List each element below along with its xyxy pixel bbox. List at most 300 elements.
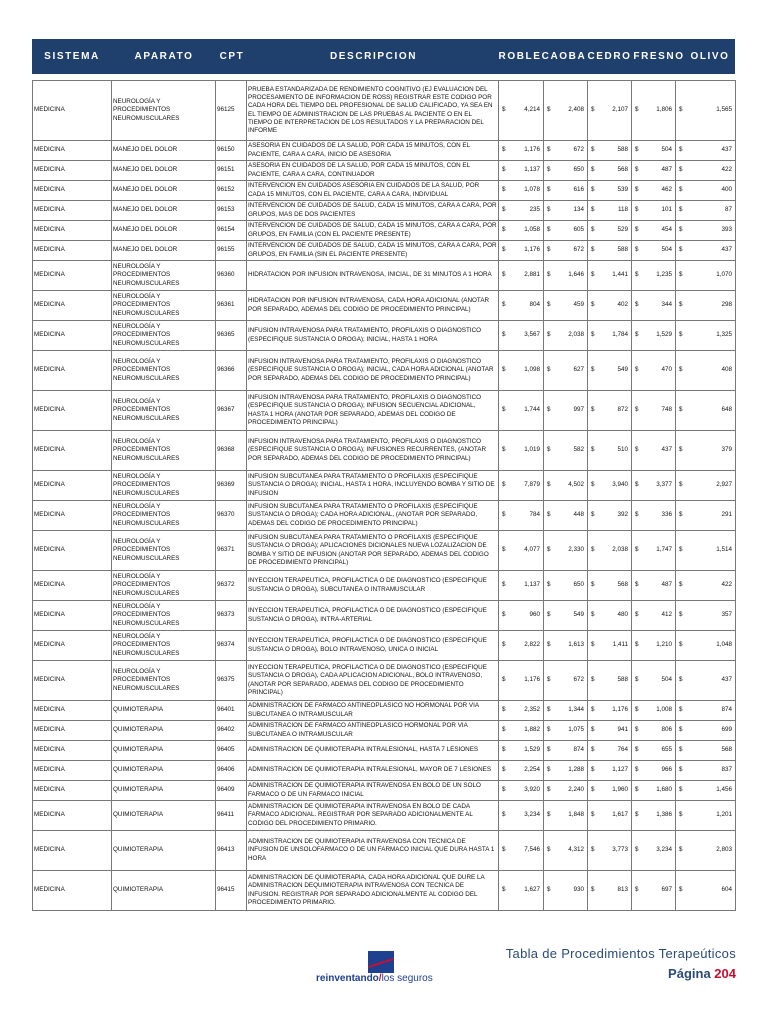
currency-symbol: $ <box>591 271 595 279</box>
currency-symbol: $ <box>635 766 639 774</box>
cell-roble <box>499 801 544 831</box>
header-aparato: APARATO <box>134 51 194 62</box>
cell-descripcion: INTERVENCION EN CUIDADOS ASESORIA EN CUIDADOS DE LA SALUD, POR CADA 15 MINUTOS, CON EL PACIENTE, CARA A CARA, INDIVIDUAL <box>247 181 499 201</box>
cell-descripcion: ADMINISTRACION DE QUIMIOTERAPIA INTRALESIONAL, HASTA 7 LESIONES <box>247 741 499 761</box>
currency-symbol: $ <box>635 786 639 794</box>
amount-fresno: 1,806 <box>656 106 672 114</box>
amount-olivo: 874 <box>721 706 732 714</box>
amount-olivo: 1,514 <box>716 546 732 554</box>
amount-roble: 784 <box>529 511 540 519</box>
cell-cedro <box>588 501 632 531</box>
amount-cedro: 568 <box>617 166 628 174</box>
cell-sistema: MEDICINA <box>33 601 112 631</box>
amount-caoba: 650 <box>573 166 584 174</box>
currency-symbol: $ <box>591 676 595 684</box>
amount-roble: 1,176 <box>524 676 540 684</box>
cell-cedro <box>588 471 632 501</box>
cell-roble <box>499 181 544 201</box>
cell-aparato: QUIMIOTERAPIA <box>112 871 216 911</box>
currency-symbol: $ <box>679 186 683 194</box>
cell-fresno <box>632 201 676 221</box>
amount-fresno: 504 <box>661 246 672 254</box>
amount-fresno: 336 <box>661 511 672 519</box>
cell-olivo <box>676 261 736 291</box>
cell-sistema: MEDICINA <box>33 221 112 241</box>
currency-symbol: $ <box>635 301 639 309</box>
cell-descripcion: INFUSION INTRAVENOSA PARA TRATAMIENTO, PROFILAXIS O DIAGNOSTICO (ESPECIFIQUE SUSTANCIA O DROGA); INICIAL, HASTA 1 HORA <box>247 321 499 351</box>
amount-caoba: 672 <box>573 146 584 154</box>
cell-aparato: NEUROLOGÍA Y PROCEDIMIENTOS NEUROMUSCULARES <box>112 501 216 531</box>
currency-symbol: $ <box>635 511 639 519</box>
cell-aparato: NEUROLOGÍA Y PROCEDIMIENTOS NEUROMUSCULARES <box>112 391 216 431</box>
amount-cedro: 813 <box>617 886 628 894</box>
amount-olivo: 648 <box>721 406 732 414</box>
cell-sistema: MEDICINA <box>33 181 112 201</box>
table-row <box>33 531 736 571</box>
cell-roble <box>499 761 544 781</box>
currency-symbol: $ <box>502 746 506 754</box>
cell-descripcion: INYECCION TERAPEUTICA, PROFILACTICA O DE DIAGNOSTICO (ESPECIFIQUE SUSTANCIA O DROGA), INTRA-ARTERIAL <box>247 601 499 631</box>
currency-symbol: $ <box>635 676 639 684</box>
cell-sistema: MEDICINA <box>33 761 112 781</box>
cell-cedro <box>588 871 632 911</box>
cell-olivo <box>676 801 736 831</box>
cell-descripcion: ASESORIA EN CUIDADOS DE LA SALUD, POR CADA 15 MINUTOS, CON EL PACIENTE, CARA A CARA, INICIO DE ASESORIA <box>247 141 499 161</box>
currency-symbol: $ <box>547 206 551 214</box>
currency-symbol: $ <box>679 611 683 619</box>
cell-descripcion: ADMINISTRACION DE FARMACO ANTINEOPLASICO NO HORMONAL POR VIA SUBCUTANEA O INTRAMUSCULAR <box>247 701 499 721</box>
amount-olivo: 837 <box>721 766 732 774</box>
cell-cpt: 96401 <box>216 701 247 721</box>
header-olivo: OLIVO <box>690 51 730 62</box>
cell-olivo <box>676 871 736 911</box>
amount-olivo: 437 <box>721 146 732 154</box>
cell-caoba <box>544 221 588 241</box>
procedures-table <box>32 80 736 911</box>
header-cpt: CPT <box>219 51 245 62</box>
amount-olivo: 604 <box>721 886 732 894</box>
amount-roble: 1,744 <box>524 406 540 414</box>
cell-fresno <box>632 141 676 161</box>
amount-caoba: 1,848 <box>568 811 584 819</box>
amount-roble: 1,137 <box>524 581 540 589</box>
currency-symbol: $ <box>502 481 506 489</box>
currency-symbol: $ <box>502 786 506 794</box>
cell-fresno <box>632 181 676 201</box>
amount-olivo: 2,803 <box>716 846 732 854</box>
amount-roble: 1,058 <box>524 226 540 234</box>
cell-fresno <box>632 571 676 601</box>
cell-cpt: 96375 <box>216 661 247 701</box>
amount-fresno: 412 <box>661 611 672 619</box>
amount-roble: 2,881 <box>524 271 540 279</box>
cell-aparato: QUIMIOTERAPIA <box>112 741 216 761</box>
amount-roble: 1,627 <box>524 886 540 894</box>
amount-caoba: 1,344 <box>568 706 584 714</box>
cell-cedro <box>588 721 632 741</box>
currency-symbol: $ <box>635 746 639 754</box>
cell-caoba <box>544 471 588 501</box>
currency-symbol: $ <box>591 706 595 714</box>
currency-symbol: $ <box>502 641 506 649</box>
amount-caoba: 997 <box>573 406 584 414</box>
amount-fresno: 344 <box>661 301 672 309</box>
amount-olivo: 408 <box>721 366 732 374</box>
cell-cpt: 96155 <box>216 241 247 261</box>
cell-roble <box>499 261 544 291</box>
cell-olivo <box>676 351 736 391</box>
cell-roble <box>499 781 544 801</box>
cell-caoba <box>544 321 588 351</box>
amount-caoba: 2,408 <box>568 106 584 114</box>
amount-fresno: 504 <box>661 676 672 684</box>
currency-symbol: $ <box>591 511 595 519</box>
cell-aparato: QUIMIOTERAPIA <box>112 761 216 781</box>
currency-symbol: $ <box>547 766 551 774</box>
currency-symbol: $ <box>679 811 683 819</box>
cell-fresno <box>632 321 676 351</box>
currency-symbol: $ <box>502 166 506 174</box>
currency-symbol: $ <box>547 706 551 714</box>
amount-caoba: 930 <box>573 886 584 894</box>
amount-olivo: 437 <box>721 246 732 254</box>
currency-symbol: $ <box>679 446 683 454</box>
cell-aparato: MANEJO DEL DOLOR <box>112 141 216 161</box>
amount-roble: 2,254 <box>524 766 540 774</box>
table-row <box>33 261 736 291</box>
cell-cpt: 96125 <box>216 81 247 141</box>
amount-fresno: 1,008 <box>656 706 672 714</box>
header-fresno: FRESNO <box>633 51 685 62</box>
cell-cpt: 96152 <box>216 181 247 201</box>
currency-symbol: $ <box>502 726 506 734</box>
table-row <box>33 141 736 161</box>
amount-fresno: 697 <box>661 886 672 894</box>
amount-olivo: 1,070 <box>716 271 732 279</box>
cell-cpt: 96365 <box>216 321 247 351</box>
currency-symbol: $ <box>679 746 683 754</box>
currency-symbol: $ <box>591 481 595 489</box>
cell-cpt: 96413 <box>216 831 247 871</box>
cell-cpt: 96150 <box>216 141 247 161</box>
cell-olivo <box>676 241 736 261</box>
amount-roble: 1,098 <box>524 366 540 374</box>
amount-caoba: 4,312 <box>568 846 584 854</box>
amount-roble: 804 <box>529 301 540 309</box>
cell-roble <box>499 351 544 391</box>
currency-symbol: $ <box>591 726 595 734</box>
currency-symbol: $ <box>679 406 683 414</box>
cell-fresno <box>632 661 676 701</box>
currency-symbol: $ <box>547 811 551 819</box>
table-row <box>33 741 736 761</box>
cell-descripcion: INTERVENCION DE CUIDADOS DE SALUD, CADA 15 MINUTOS, CARA A CARA, POR GRUPOS, EN FAMILIA (CON EL PACIENTE PRESENTE) <box>247 221 499 241</box>
amount-caoba: 1,646 <box>568 271 584 279</box>
currency-symbol: $ <box>547 676 551 684</box>
cell-olivo <box>676 661 736 701</box>
currency-symbol: $ <box>591 331 595 339</box>
cell-sistema: MEDICINA <box>33 531 112 571</box>
amount-caoba: 1,613 <box>568 641 584 649</box>
amount-caoba: 1,075 <box>568 726 584 734</box>
currency-symbol: $ <box>591 166 595 174</box>
currency-symbol: $ <box>547 581 551 589</box>
amount-roble: 1,176 <box>524 246 540 254</box>
table-row <box>33 571 736 601</box>
cell-olivo <box>676 321 736 351</box>
currency-symbol: $ <box>547 446 551 454</box>
page-label: Página <box>668 966 711 981</box>
cell-cpt: 96374 <box>216 631 247 661</box>
currency-symbol: $ <box>547 611 551 619</box>
cell-cpt: 96368 <box>216 431 247 471</box>
currency-symbol: $ <box>502 511 506 519</box>
cell-cpt: 96369 <box>216 471 247 501</box>
currency-symbol: $ <box>547 406 551 414</box>
amount-caoba: 4,502 <box>568 481 584 489</box>
currency-symbol: $ <box>502 811 506 819</box>
cell-roble <box>499 501 544 531</box>
currency-symbol: $ <box>547 166 551 174</box>
cell-olivo <box>676 201 736 221</box>
cell-cpt: 96370 <box>216 501 247 531</box>
amount-roble: 960 <box>529 611 540 619</box>
cell-aparato: QUIMIOTERAPIA <box>112 701 216 721</box>
cell-olivo <box>676 721 736 741</box>
cell-caoba <box>544 601 588 631</box>
amount-caoba: 616 <box>573 186 584 194</box>
cell-sistema: MEDICINA <box>33 701 112 721</box>
currency-symbol: $ <box>635 846 639 854</box>
currency-symbol: $ <box>635 146 639 154</box>
amount-cedro: 588 <box>617 146 628 154</box>
amount-fresno: 1,529 <box>656 331 672 339</box>
cell-cpt: 96405 <box>216 741 247 761</box>
amount-cedro: 3,773 <box>612 846 628 854</box>
currency-symbol: $ <box>591 786 595 794</box>
cell-aparato: QUIMIOTERAPIA <box>112 781 216 801</box>
cell-sistema: MEDICINA <box>33 201 112 221</box>
currency-symbol: $ <box>547 481 551 489</box>
table-row <box>33 181 736 201</box>
cell-sistema: MEDICINA <box>33 741 112 761</box>
cell-sistema: MEDICINA <box>33 471 112 501</box>
cell-cedro <box>588 261 632 291</box>
table-row <box>33 201 736 221</box>
currency-symbol: $ <box>679 246 683 254</box>
currency-symbol: $ <box>679 766 683 774</box>
cell-olivo <box>676 601 736 631</box>
cell-cedro <box>588 351 632 391</box>
cell-fresno <box>632 781 676 801</box>
currency-symbol: $ <box>591 206 595 214</box>
cell-sistema: MEDICINA <box>33 351 112 391</box>
cell-cedro <box>588 701 632 721</box>
page-number: 204 <box>714 966 736 981</box>
cell-roble <box>499 701 544 721</box>
amount-olivo: 393 <box>721 226 732 234</box>
currency-symbol: $ <box>635 186 639 194</box>
cell-descripcion: INYECCION TERAPEUTICA, PROFILACTICA O DE DIAGNOSTICO (ESPECIFIQUE SUSTANCIA O DROGA), CADA APLICACION ADICIONAL, BOLO INTRAVENOSO, (ANOTAR POR SEPARADO, ADEMAS DEL CODIGO DE PROCEDIMIENTO PRINCIPAL) <box>247 661 499 701</box>
table-row <box>33 871 736 911</box>
currency-symbol: $ <box>547 246 551 254</box>
cell-cedro <box>588 201 632 221</box>
currency-symbol: $ <box>635 641 639 649</box>
cell-descripcion: INFUSION INTRAVENOSA PARA TRATAMIENTO, PROFILAXIS O DIAGNOSTICO (ESPECIFIQUE SUSTANCIA O DROGA); INFUSION SECUENCIAL ADICIONAL, HASTA 1 HORA (ANOTAR POR SEPARADO, ADEMAS DEL CODIGO DE PROCEDIMIENTO PRINCIPAL) <box>247 391 499 431</box>
cell-caoba <box>544 351 588 391</box>
cell-aparato: NEUROLOGÍA Y PROCEDIMIENTOS NEUROMUSCULARES <box>112 531 216 571</box>
amount-cedro: 549 <box>617 366 628 374</box>
amount-cedro: 1,617 <box>612 811 628 819</box>
currency-symbol: $ <box>591 886 595 894</box>
amount-cedro: 402 <box>617 301 628 309</box>
cell-caoba <box>544 761 588 781</box>
amount-cedro: 872 <box>617 406 628 414</box>
cell-cedro <box>588 221 632 241</box>
amount-cedro: 392 <box>617 511 628 519</box>
table-row <box>33 631 736 661</box>
cell-olivo <box>676 781 736 801</box>
currency-symbol: $ <box>635 166 639 174</box>
currency-symbol: $ <box>547 846 551 854</box>
amount-olivo: 298 <box>721 301 732 309</box>
table-row <box>33 471 736 501</box>
cell-aparato: NEUROLOGÍA Y PROCEDIMIENTOS NEUROMUSCULARES <box>112 601 216 631</box>
cell-descripcion: ADMINISTRACION DE QUIMIOTERAPIA INTRAVENOSA EN BOLO DE CADA FARMACO ADICIONAL. REGISTRAR POR SEPARADO ADICIONALMENTE AL CODIGO DEL PROCEDIMIENTO PRIMARIO. <box>247 801 499 831</box>
amount-caoba: 650 <box>573 581 584 589</box>
amount-roble: 1,078 <box>524 186 540 194</box>
cell-olivo <box>676 701 736 721</box>
amount-fresno: 487 <box>661 166 672 174</box>
cell-cpt: 96406 <box>216 761 247 781</box>
amount-fresno: 1,235 <box>656 271 672 279</box>
currency-symbol: $ <box>547 511 551 519</box>
table-row <box>33 601 736 631</box>
cell-fresno <box>632 531 676 571</box>
currency-symbol: $ <box>591 546 595 554</box>
cell-aparato: NEUROLOGÍA Y PROCEDIMIENTOS NEUROMUSCULARES <box>112 351 216 391</box>
amount-roble: 1,882 <box>524 726 540 734</box>
cell-aparato: NEUROLOGÍA Y PROCEDIMIENTOS NEUROMUSCULARES <box>112 321 216 351</box>
cell-aparato: NEUROLOGÍA Y PROCEDIMIENTOS NEUROMUSCULARES <box>112 431 216 471</box>
cell-cedro <box>588 801 632 831</box>
cell-olivo <box>676 221 736 241</box>
cell-sistema: MEDICINA <box>33 161 112 181</box>
cell-caoba <box>544 741 588 761</box>
currency-symbol: $ <box>635 246 639 254</box>
currency-symbol: $ <box>502 186 506 194</box>
cell-caoba <box>544 141 588 161</box>
cell-fresno <box>632 831 676 871</box>
currency-symbol: $ <box>679 226 683 234</box>
cell-descripcion: INFUSION INTRAVENOSA PARA TRATAMIENTO, PROFILAXIS O DIAGNOSTICO (ESPECIFIQUE SUSTANCIA O DROGA); INFUSIONES RECURRENTES, (ANOTAR POR SEPARADO, ADEMAS DEL CODIGO DE PROCEDIMIENTO PRINCIPAL) <box>247 431 499 471</box>
cell-aparato: MANEJO DEL DOLOR <box>112 161 216 181</box>
cell-cedro <box>588 601 632 631</box>
currency-symbol: $ <box>635 706 639 714</box>
amount-fresno: 3,234 <box>656 846 672 854</box>
amount-caoba: 605 <box>573 226 584 234</box>
amount-roble: 4,077 <box>524 546 540 554</box>
table-row <box>33 501 736 531</box>
cell-descripcion: INTERVENCION DE CUIDADOS DE SALUD, CADA 15 MINUTOS, CARA A CARA, POR GRUPOS, MAS DE DOS PACIENTES <box>247 201 499 221</box>
cell-descripcion: INFUSION SUBCUTANEA PARA TRATAMIENTO O PROFILAXIS (ESPECIFIQUE SUSTANCIA O DROGA); INICIAL, HASTA 1 HORA, INCLUYENDO BOMBA Y SITIO DE INFUSION <box>247 471 499 501</box>
cell-cpt: 96371 <box>216 531 247 571</box>
cell-fresno <box>632 761 676 781</box>
amount-cedro: 529 <box>617 226 628 234</box>
cell-caoba <box>544 801 588 831</box>
currency-symbol: $ <box>679 726 683 734</box>
cell-cedro <box>588 571 632 601</box>
table-row <box>33 701 736 721</box>
cell-aparato: NEUROLOGÍA Y PROCEDIMIENTOS NEUROMUSCULARES <box>112 571 216 601</box>
cell-caoba <box>544 201 588 221</box>
amount-roble: 3,567 <box>524 331 540 339</box>
currency-symbol: $ <box>502 446 506 454</box>
cell-sistema: MEDICINA <box>33 391 112 431</box>
currency-symbol: $ <box>547 786 551 794</box>
cell-cpt: 96151 <box>216 161 247 181</box>
currency-symbol: $ <box>591 641 595 649</box>
cell-descripcion: INFUSION INTRAVENOSA PARA TRATAMIENTO, PROFILAXIS O DIAGNOSTICO (ESPECIFIQUE SUSTANCIA O DROGA); INICIAL, CADA HORA ADICIONAL (ANOTAR POR SEPARADO, ADEMAS DEL CODIGO DE PROCEDIMIENTO PRINCIPAL) <box>247 351 499 391</box>
cell-caoba <box>544 631 588 661</box>
table-row <box>33 761 736 781</box>
amount-olivo: 1,456 <box>716 786 732 794</box>
amount-caoba: 1,288 <box>568 766 584 774</box>
currency-symbol: $ <box>635 446 639 454</box>
amount-caoba: 2,240 <box>568 786 584 794</box>
cell-fresno <box>632 241 676 261</box>
cell-olivo <box>676 531 736 571</box>
cell-descripcion: HIDRATACION POR INFUSION INTRAVENOSA, CADA HORA ADICIONAL (ANOTAR POR SEPARADO, ADEMAS DEL CODIGO DE PROCEDIMIENTO PRINCIPAL) <box>247 291 499 321</box>
amount-cedro: 1,784 <box>612 331 628 339</box>
cell-caoba <box>544 871 588 911</box>
cell-aparato: NEUROLOGÍA Y PROCEDIMIENTOS NEUROMUSCULARES <box>112 661 216 701</box>
cell-sistema: MEDICINA <box>33 81 112 141</box>
slogan-rest: los seguros <box>381 973 433 984</box>
cell-aparato: NEUROLOGÍA Y PROCEDIMIENTOS NEUROMUSCULARES <box>112 291 216 321</box>
currency-symbol: $ <box>635 886 639 894</box>
cell-cpt: 96361 <box>216 291 247 321</box>
cell-caoba <box>544 661 588 701</box>
currency-symbol: $ <box>591 146 595 154</box>
cell-olivo <box>676 631 736 661</box>
amount-cedro: 3,940 <box>612 481 628 489</box>
amount-caoba: 874 <box>573 746 584 754</box>
table-row <box>33 781 736 801</box>
cell-cedro <box>588 531 632 571</box>
table-row <box>33 161 736 181</box>
cell-descripcion: INYECCION TERAPEUTICA, PROFILACTICA O DE DIAGNOSTICO (ESPECIFIQUE SUSTANCIA O DROGA), SUBCUTANEA O INTRAMUSCULAR <box>247 571 499 601</box>
currency-symbol: $ <box>502 766 506 774</box>
currency-symbol: $ <box>635 206 639 214</box>
cell-cpt: 96402 <box>216 721 247 741</box>
table-row <box>33 431 736 471</box>
cell-fresno <box>632 871 676 911</box>
cell-cedro <box>588 161 632 181</box>
cell-descripcion: INYECCION TERAPEUTICA, PROFILACTICA O DE DIAGNOSTICO (ESPECIFIQUE SUSTANCIA O DROGA), BOLO INTRAVENOSO, UNICA O INICIAL <box>247 631 499 661</box>
cell-aparato: QUIMIOTERAPIA <box>112 721 216 741</box>
currency-symbol: $ <box>635 611 639 619</box>
currency-symbol: $ <box>502 146 506 154</box>
amount-fresno: 966 <box>661 766 672 774</box>
currency-symbol: $ <box>679 331 683 339</box>
cell-roble <box>499 631 544 661</box>
cell-olivo <box>676 571 736 601</box>
amount-olivo: 1,565 <box>716 106 732 114</box>
cell-descripcion: INFUSION SUBCUTANEA PARA TRATAMIENTO O PROFILAXIS (ESPECIFIQUE SUSTANCIA O DROGA); CADA HORA ADICIONAL, (ANOTAR POR SEPARADO, ADEMAS DEL CODIGO DE PROCEDIMIENTO PRINCIPAL) <box>247 501 499 531</box>
currency-symbol: $ <box>635 271 639 279</box>
cell-olivo <box>676 471 736 501</box>
